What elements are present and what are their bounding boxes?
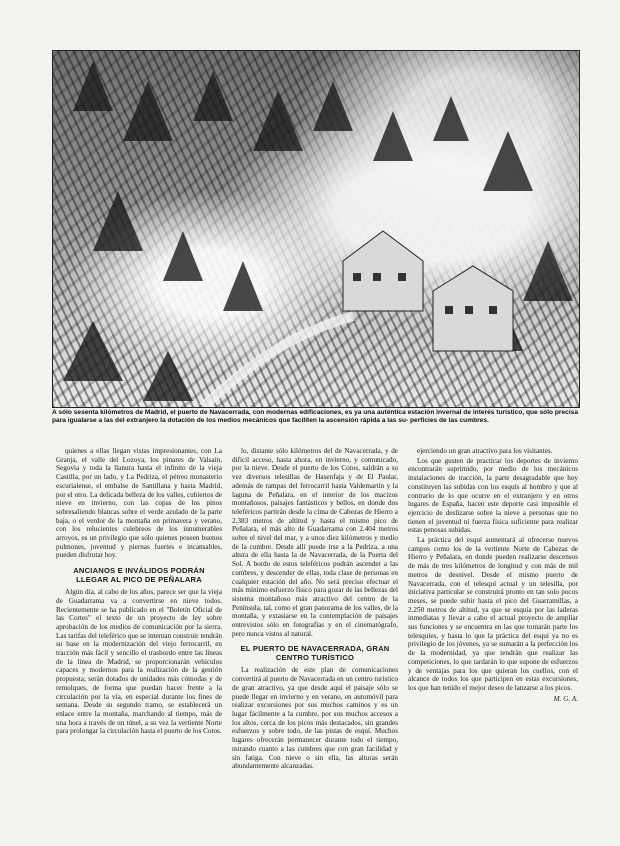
column-3 [408,447,578,703]
author-signature: M. G. A. [553,694,578,703]
paragraph: Los que gusten de practicar los deportes de invierno encontrarán suprimido, por medio de los mecánicos instalaciones de tracción, la parte desagradable que hoy constituyen las subidas con los esquís al hombro y que al contrario de lo que ocurre en el extranjero y en otros lugares de España, hacen este deporte casi imposible el ejercicio de deslizarse sobre la nieve a personas que no tienen el juventud ni fuerza física suficiente para realizar estas penosas subidas. [408,456,578,535]
paragraph: quienes a ellas llegan vistas impresionantes, con La Granja, el valle del Lozoya, los pinares de Valsaín, Segovia y toda la llanura hasta el infinito de la vieja Castilla, por un lado, y La Pedriza, el pétreo monasterio escurialense, el embalse de Santillana y hasta Madrid, por el otro. La delicada belleza de los valles, cubiertos de nieve en invierno, con las copas de los pinos sobresaliendo blancas sobre el verde azulado de la parte baja, o el verdor de la montaña en primavera y verano, con los relucientes culebreos de los innumerables arroyos, es un privilegio que sólo quienes poseen buenos pulmones, juventud y piernas fuertes e incansables, pueden disfrutar hoy. [56,447,222,560]
mountain-pass-photo [52,50,580,408]
photo-caption: A sólo sesenta kilómetros de Madrid, el puerto de Navacerrada, con modernas edificaciones, es ya una auténtica estación invernal de interés turístico, que sólo precisa para igualarse a las del extranjero la dotación de los medios mecánicos que faciliten la ascensión rápida a las su- perficies de las cumbres. [52,409,578,425]
paragraph: La práctica del esquí aumentará al ofrecerse nuevos campos como los de la vertiente Norte de Cabezas de Hierro y Peñalara, en donde pueden realizarse descensos de más de tres kilómetros de longitud y con más de mil metros de desnivel. Desde el mismo puerto de Navacerrada, con el telesquí actual y un telesilla, por iniciativa particular se construirá pronto en tan solo pocos meses, se puede subir hasta el pico del Guarramillas, a 2.250 metros de altitud, ya que se esquía por las laderas inmediatas y llevar a cabo el actual proyecto de ampliar sus funciones y se encuentra en las que tomarán parte los telesquíes, y hasta lo que la práctica del esquí ya no es privilegio de los jóvenes, ya se sumarán a la perfección los de la modernidad, ya que tendrán que realizar las competiciones, lo que tardarán lo que supone de esfuerzos y de ventajas para los que quieran los cuellos, con el alcance de todos los que participen en estas excursiones, los que han tenido el mejor deseo de lanzarse a los picos. [408,536,578,692]
section-heading-navacerrada: EL PUERTO DE NAVACERRADA, GRAN CENTRO TURÍSTICO [240,644,390,663]
paragraph: lo, distante sólo kilómetros del de Navacerrada, y de dificil acceso, hasta ahora, en invierno, y comunicado, por la nieve. Desde el puerto de los Cotos, saldrán a su vez diversos telesillas de Hasenfaja y de El Paular, además de rampas del ferrocarril hasta Valdemartín y la laguna de Peñalara, en el interior de los macizos montañosos, paisajes fantásticos y bellos, en donde dos teleféricos partirán desde la cima de Cabezas de Hierro a 2.383 metros de altitud y hasta el mismo pico de Peñalara, el más alto de Guadarrama con 2.404 metros sobre el nivel del mar, y a unos diez kilómetros y medio de la cumbre. Desde allí puede irse a la Pedriza, a una altura de ella hasta la de Navacerrada, de la Puerta del Sol. A bordo de estos teleféricos podrán ascender a las cumbres, y descender de ellas, toda clase de personas en cualquier estación del año. No será preciso efectuar el más mínimo esfuerzo físico para gozar de las bellezas del sistema montañoso más atractivo del centro de la Península, tal, como el gran panorama de los valles, de la montaña, y extasiarse en la contemplación de paisajes entrevistos sólo en fotografías y en el cinematógrafo, pero nunca vistos al natural. [232,447,398,638]
snowy-mountain-photo-icon [53,51,579,407]
section-heading-ancianos: ANCIANOS E INVÁLIDOS PODRÁN LLEGAR AL PICO DE PEÑALARA [73,566,205,585]
column-2 [232,447,398,772]
paragraph: ejerciendo un gran atractivo para los visitantes. [417,447,553,455]
paragraph: Algún día, al cabo de los años, parece ser que la vieja de Guadarrama va a convertirse en nieve todos. Recientemente se ha publicado en el "Boletín Oficial de las Cortes" el texto de un proyecto de ley sobre aprobación de los medios de comunicación por la sierra. Las tarifas del teleférico que se intentan construir tendrán su base en la modernización del viejo ferrocarril, en tracción más fácil y sencillo el trasbordo entre las líneas de la línea de Madrid, se proporcionarán vehículos capaces y modernos para la realización de la gestión propuesta; serán dotados de unidades más cómodas y de remolques, de forma que puedan hacer frente a la circulación por la vía, en especial durante los fines de semana. Desde su segundo tramo, se establecerá un enlace entre la montaña, marchando al tiempo, más de una hora a través de un túnel, a su vez la vertiente Norte para prolongar la circulación hasta el puerto de los Cotos. [56,588,222,736]
column-1 [56,447,222,737]
paragraph: La realización de este plan de comunicaciones convertirá al puerto de Navacerrada en un centro turístico de gran atractivo, ya que desde aquí el paisaje sólo se puede llegar en invierno y en verano, en automóvil para realizar excursiones por sus muchos caminos y es un lugar fácilmente a la cumbre, por sus muchos accesos a los altos, cerca de los picos más destacados, sin grandes esfuerzos y sobre todo, de las pistas de esquí. Muchos lugares ofrecerán permanecer durante todo el tiempo, mirando cuanto a las cumbres que con gran facilidad y sin fatiga. Con nieve o sin ella, las alturas serán abundantemente alcanzadas. [232,666,398,771]
